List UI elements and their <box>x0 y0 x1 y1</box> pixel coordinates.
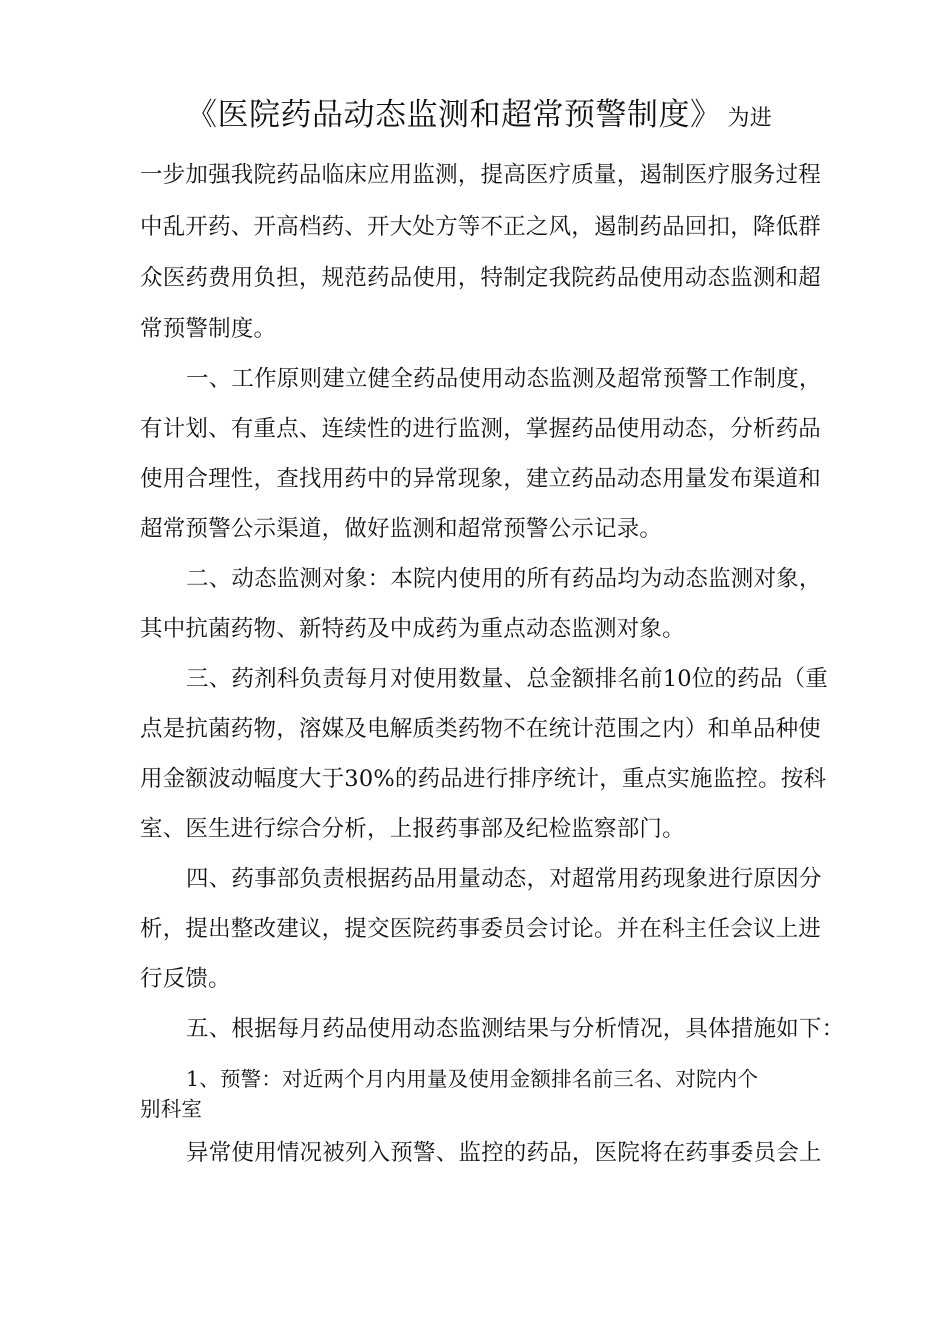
paragraph-line: 析，提出整改建议，提交医院药事委员会讨论。并在科主任会议上进 <box>140 916 822 942</box>
paragraph-line: 三、药剂科负责每月对使用数量、总金额排名前10位的药品（重 <box>186 666 828 692</box>
paragraph-line: 五、根据每月药品使用动态监测结果与分析情况，具体措施如下： <box>186 1016 845 1042</box>
paragraph-line: 室、医生进行综合分析，上报药事部及纪检监察部门。 <box>140 816 685 842</box>
document-title: 《医院药品动态监测和超常预警制度》 <box>186 97 722 133</box>
paragraph-line: 用金额波动幅度大于30%的药品进行排序统计，重点实施监控。按科 <box>140 766 827 792</box>
paragraph-line: 中乱开药、开高档药、开大处方等不正之风，遏制药品回扣，降低群 <box>140 214 822 240</box>
paragraph-line: 使用合理性，查找用药中的异常现象，建立药品动态用量发布渠道和 <box>140 466 822 492</box>
paragraph-line: 常预警制度。 <box>140 316 277 342</box>
paragraph-line: 其中抗菌药物、新特药及中成药为重点动态监测对象。 <box>140 616 685 642</box>
paragraph-line: 行反馈。 <box>140 966 231 992</box>
paragraph-line: 别科室 <box>140 1097 203 1121</box>
document-title-line <box>186 97 772 134</box>
paragraph-line: 一步加强我院药品临床应用监测，提高医疗质量，遏制医疗服务过程 <box>140 162 822 188</box>
paragraph-line: 点是抗菌药物，溶媒及电解质类药物不在统计范围之内）和单品种使 <box>140 716 822 742</box>
paragraph-line: 异常使用情况被列入预警、监控的药品，医院将在药事委员会上 <box>186 1140 822 1166</box>
title-suffix: 为进 <box>727 106 772 131</box>
paragraph-line: 有计划、有重点、连续性的进行监测，掌握药品使用动态，分析药品 <box>140 416 822 442</box>
paragraph-line: 众医药费用负担，规范药品使用，特制定我院药品使用动态监测和超 <box>140 265 822 291</box>
paragraph-line: 四、药事部负责根据药品用量动态，对超常用药现象进行原因分 <box>186 866 822 892</box>
paragraph-line: 1、预警：对近两个月内用量及使用金额排名前三名、对院内个 <box>186 1067 759 1091</box>
paragraph-line: 超常预警公示渠道，做好监测和超常预警公示记录。 <box>140 516 663 542</box>
paragraph-line: 一、工作原则建立健全药品使用动态监测及超常预警工作制度， <box>186 366 822 392</box>
paragraph-line: 二、动态监测对象：本院内使用的所有药品均为动态监测对象， <box>186 566 822 592</box>
